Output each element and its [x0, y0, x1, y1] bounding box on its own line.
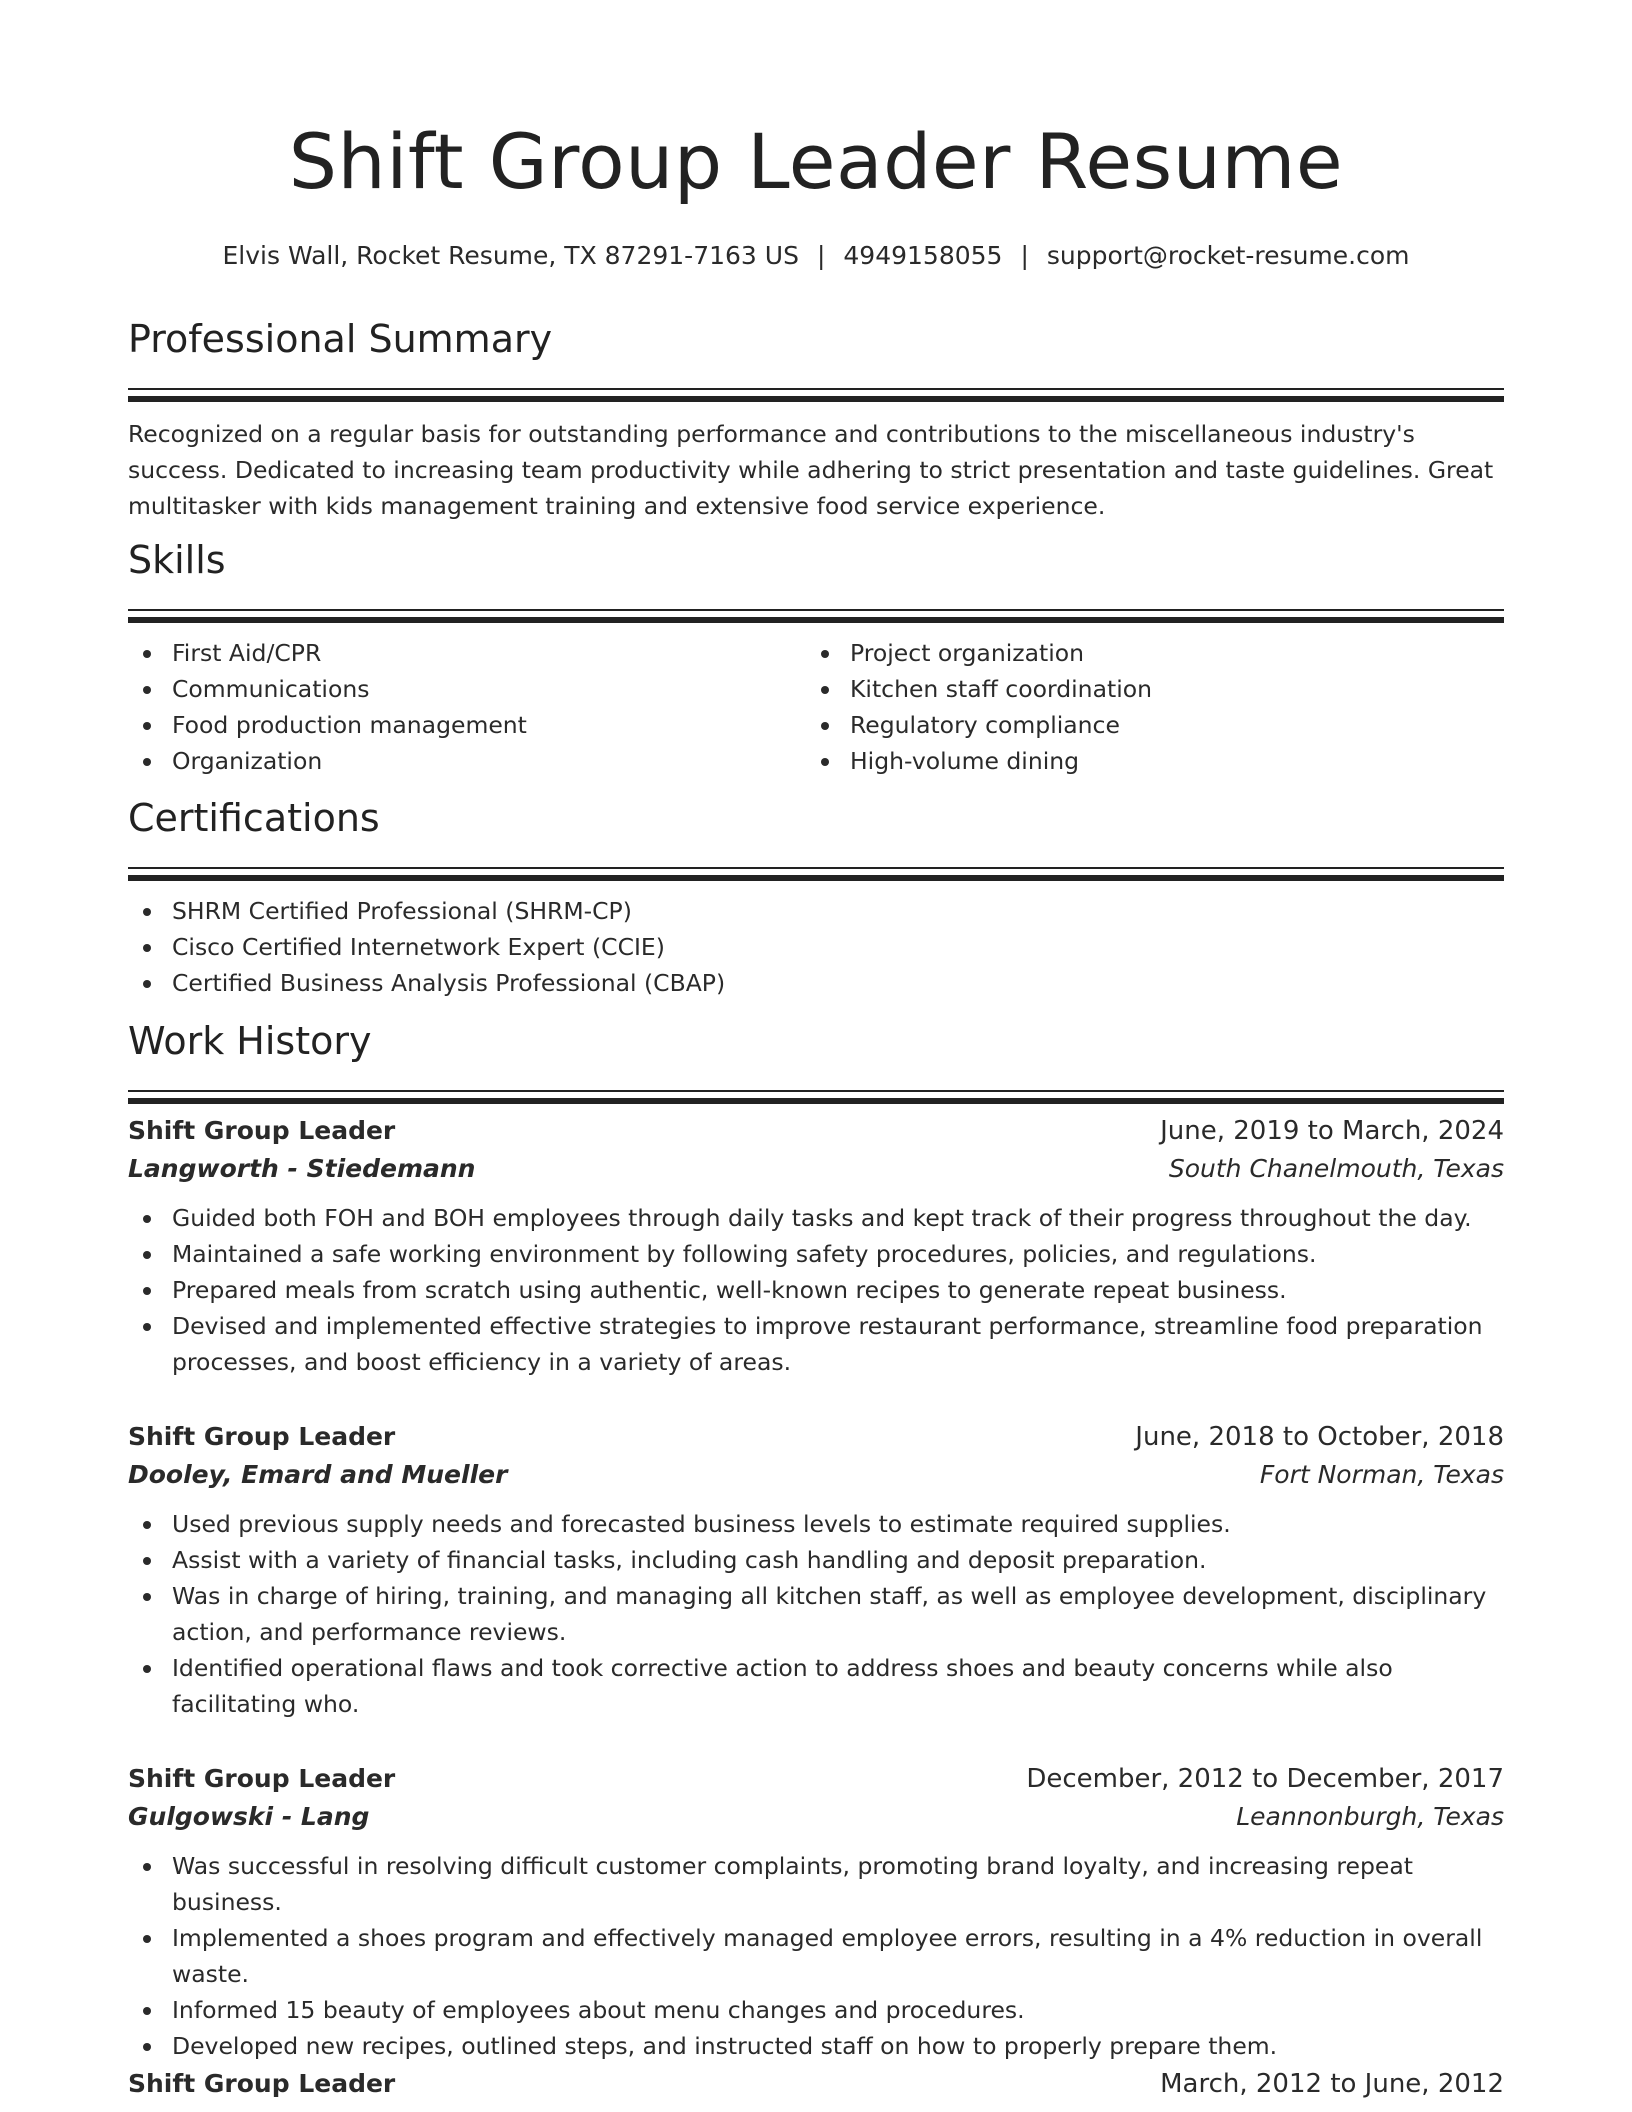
- job-entry: [128, 1760, 1504, 2064]
- section-heading-skills: Skills: [128, 538, 226, 582]
- skills-list-left: [128, 635, 806, 779]
- list-item: Identified operational flaws and took corrective action to address shoes and beauty concerns while also facilitating who.: [128, 1650, 1504, 1722]
- section-heading-work-history: Work History: [128, 1019, 372, 1063]
- job-title: Shift Group Leader: [128, 1422, 396, 1451]
- list-item: Certified Business Analysis Professional (CBAP): [128, 965, 1504, 1001]
- resume-title: Shift Group Leader Resume: [288, 117, 1344, 206]
- job-company: Dooley, Emard and Mueller: [128, 1460, 508, 1489]
- list-item: Was in charge of hiring, training, and managing all kitchen staff, as well as employee development, disciplinary action, and performance reviews.: [128, 1578, 1504, 1650]
- contact-phone: 4949158055: [843, 241, 1003, 270]
- section-divider: [128, 875, 1504, 881]
- list-item: Developed new recipes, outlined steps, and instructed staff on how to properly prepare them.: [128, 2028, 1504, 2064]
- list-item: Devised and implemented effective strategies to improve restaurant performance, streamline food preparation processes, and boost efficiency in a variety of areas.: [128, 1308, 1504, 1380]
- job-dates: December, 2012 to December, 2017: [1026, 1764, 1504, 1794]
- skills-grid: [128, 623, 1504, 779]
- list-item: Food production management: [128, 707, 806, 743]
- list-item: Prepared meals from scratch using authentic, well-known recipes to generate repeat business.: [128, 1272, 1504, 1308]
- job-company: Gulgowski - Lang: [128, 1802, 370, 1831]
- job-bullets: [128, 1848, 1504, 2064]
- job-location: South Chanelmouth, Texas: [1168, 1154, 1504, 1183]
- skills-list-right: [806, 635, 1484, 779]
- job-title: Shift Group Leader: [128, 2069, 396, 2098]
- certifications-section: [128, 797, 1504, 1001]
- job-bullets: [128, 1200, 1504, 1380]
- contact-address: Elvis Wall, Rocket Resume, TX 87291-7163 US: [222, 241, 799, 270]
- section-heading-summary: Professional Summary: [128, 317, 553, 361]
- skills-section: [128, 539, 1504, 779]
- job-title: Shift Group Leader: [128, 1116, 396, 1145]
- list-item: Communications: [128, 671, 806, 707]
- list-item: Project organization: [806, 635, 1484, 671]
- job-company: Langworth - Stiedemann: [128, 1154, 476, 1183]
- list-item: Cisco Certified Internetwork Expert (CCIE): [128, 929, 1504, 965]
- contact-line: [128, 240, 1504, 273]
- section-heading-certifications: Certifications: [128, 796, 380, 840]
- list-item: Implemented a shoes program and effectively managed employee errors, resulting in a 4% reduction in overall waste.: [128, 1920, 1504, 1992]
- list-item: Used previous supply needs and forecasted business levels to estimate required supplies.: [128, 1506, 1504, 1542]
- section-divider: [128, 1090, 1504, 1092]
- summary-text: Recognized on a regular basis for outstanding performance and contributions to the miscellaneous industry's success. Dedicated to increasing team productivity while adhering to strict presentation and taste guidelines. Great multitasker with kids management training and extensive food service experience.: [128, 420, 1494, 520]
- job-location: Fort Norman, Texas: [1259, 1460, 1504, 1489]
- job-entry: [128, 2065, 1504, 2103]
- list-item: Assist with a variety of financial tasks, including cash handling and deposit preparation.: [128, 1542, 1504, 1578]
- job-dates: March, 2012 to June, 2012: [1160, 2069, 1504, 2099]
- section-divider: [128, 609, 1504, 611]
- job-entry: [128, 1418, 1504, 1722]
- list-item: First Aid/CPR: [128, 635, 806, 671]
- list-item: Organization: [128, 743, 806, 779]
- list-item: Kitchen staff coordination: [806, 671, 1484, 707]
- list-item: High-volume dining: [806, 743, 1484, 779]
- job-dates: June, 2019 to March, 2024: [1160, 1116, 1504, 1146]
- section-divider: [128, 388, 1504, 390]
- summary-section: [128, 318, 1504, 524]
- list-item: Was successful in resolving difficult customer complaints, promoting brand loyalty, and increasing repeat business.: [128, 1848, 1504, 1920]
- section-divider: [128, 1098, 1504, 1104]
- contact-separator: |: [816, 241, 826, 270]
- work-history-section: [128, 1020, 1504, 1104]
- job-bullets: [128, 1506, 1504, 1722]
- list-item: Guided both FOH and BOH employees through daily tasks and kept track of their progress throughout the day.: [128, 1200, 1504, 1236]
- contact-separator: |: [1020, 241, 1029, 270]
- section-divider: [128, 867, 1504, 869]
- section-divider: [128, 396, 1504, 402]
- job-title: Shift Group Leader: [128, 1764, 396, 1793]
- job-entry: [128, 1112, 1504, 1380]
- list-item: Maintained a safe working environment by following safety procedures, policies, and regulations.: [128, 1236, 1504, 1272]
- job-location: Leannonburgh, Texas: [1236, 1802, 1504, 1831]
- list-item: SHRM Certified Professional (SHRM-CP): [128, 893, 1504, 929]
- certifications-list: [128, 893, 1504, 1001]
- contact-email: support@rocket-resume.com: [1046, 241, 1410, 270]
- list-item: Informed 15 beauty of employees about menu changes and procedures.: [128, 1992, 1504, 2028]
- list-item: Regulatory compliance: [806, 707, 1484, 743]
- job-dates: June, 2018 to October, 2018: [1135, 1422, 1504, 1452]
